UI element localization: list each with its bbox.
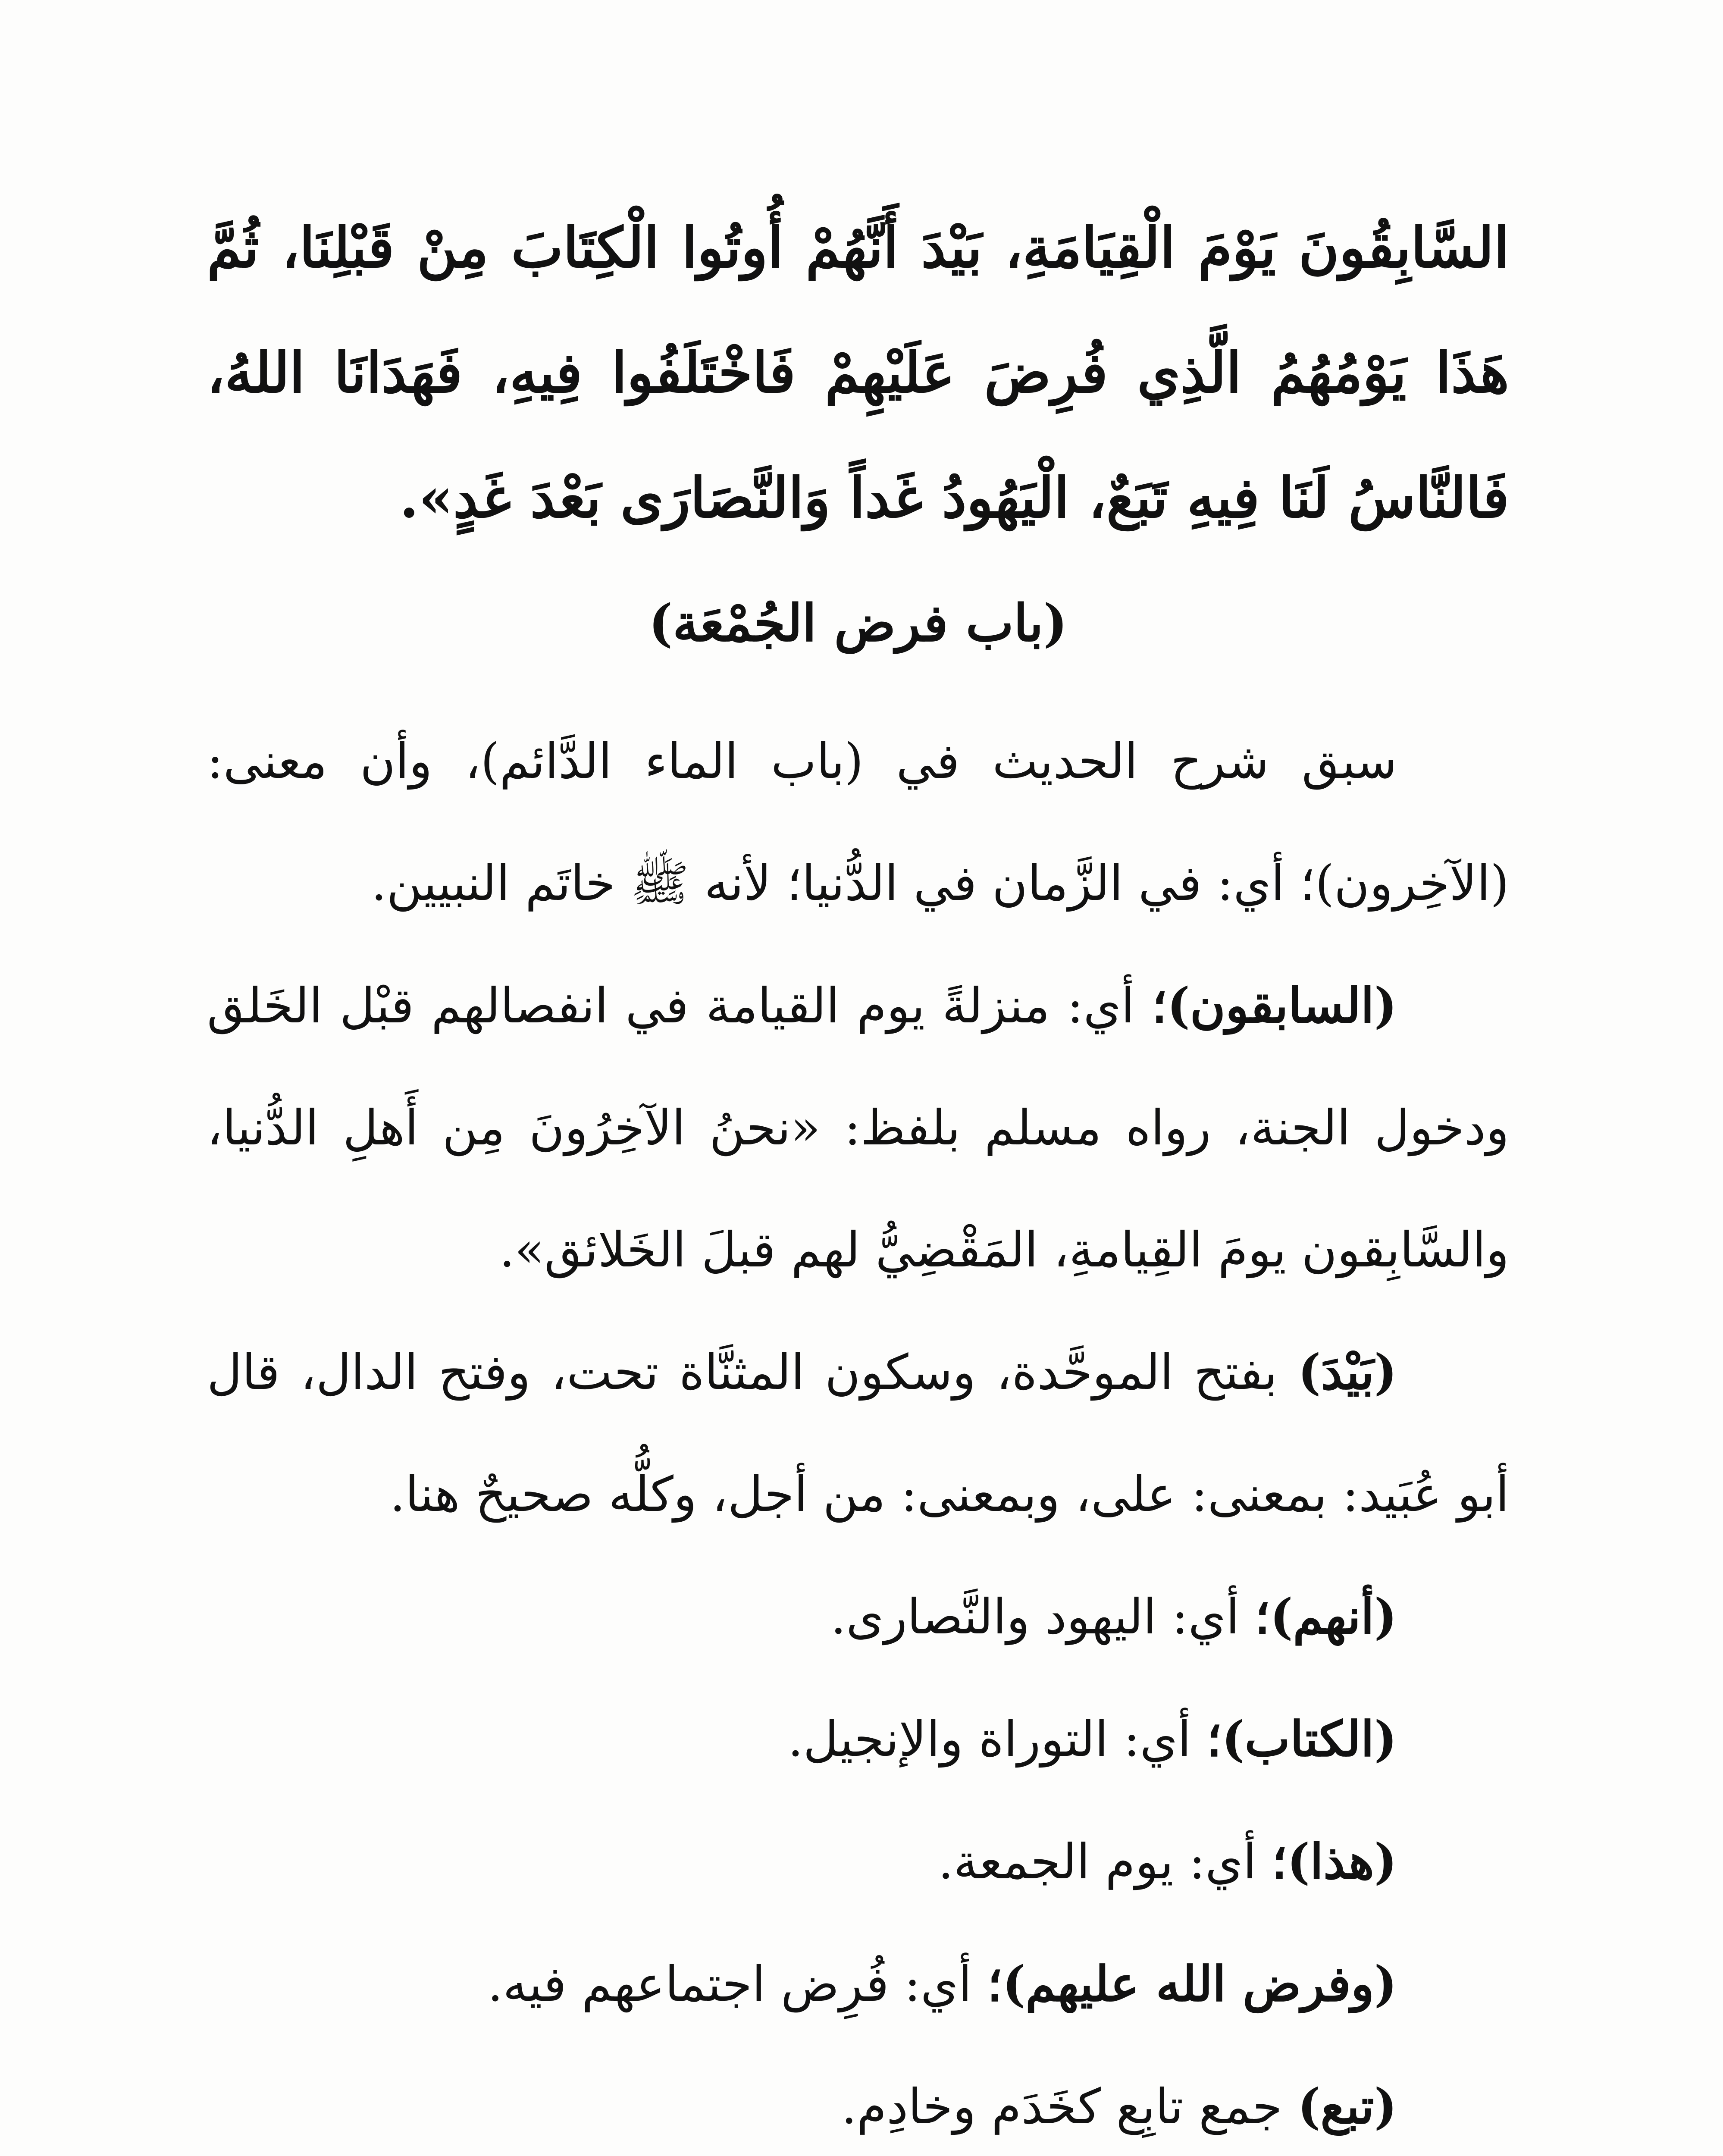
commentary-paragraph-7 <box>207 1923 1509 2046</box>
paragraph-text: أي: فُرِض اجتماعهم فيه. <box>487 1956 972 2012</box>
commentary-paragraph-4 <box>207 1556 1509 1678</box>
term: (السابقون)؛ <box>1152 978 1397 1034</box>
commentary-paragraph-2 <box>207 945 1509 1311</box>
term: (وفرض الله عليهم)؛ <box>987 1956 1397 2012</box>
term: (بَيْدَ) <box>1298 1344 1397 1401</box>
paragraph-text: أي: يوم الجمعة. <box>938 1834 1256 1890</box>
term: (تبع) <box>1297 2078 1397 2135</box>
commentary-paragraph-3 <box>207 1311 1509 1556</box>
commentary-paragraph-6 <box>207 1801 1509 1923</box>
commentary-paragraph-1 <box>207 701 1509 945</box>
paragraph-text: أي: التوراة والإنجيل. <box>788 1711 1191 1767</box>
paragraph-text: بفتح الموحَّدة، وسكون المثنَّاة تحت، وفتح الدال، قال أبو عُبَيد: بمعنى: على، وبمعنى: من أجل، وكلُّه صحيحٌ هنا. <box>207 1344 1509 1523</box>
commentary-body <box>207 701 1509 2156</box>
commentary-paragraph-8 <box>207 2046 1509 2156</box>
term: (هذا)؛ <box>1272 1833 1397 1890</box>
hadith-text <box>207 185 1509 561</box>
chapter-title: (باب فرض الجُمْعَة) <box>648 593 1068 653</box>
term: (أنهم)؛ <box>1254 1589 1397 1645</box>
paragraph-text: جمع تابِع كخَدَم وخادِم. <box>841 2079 1282 2135</box>
paragraph-text: أي: منزلةً يوم القيامة في انفصالهم قبْل الخَلق ودخول الجنة، رواه مسلم بلفظ: «نحنُ الآخِرُونَ مِن أَهلِ الدُّنيا، والسَّابِقون يومَ القِيامةِ، المَقْضِيُّ لهم قبلَ الخَلائق». <box>207 978 1509 1278</box>
term: (الكتاب)؛ <box>1206 1711 1397 1767</box>
hadith-paragraph: السَّابِقُونَ يَوْمَ الْقِيَامَةِ، بَيْدَ أَنَّهُمْ أُوتُوا الْكِتَابَ مِنْ قَبْلِنَا، ثُمَّ هَذَا يَوْمُهُمُ الَّذِي فُرِضَ عَلَيْهِمْ فَاخْتَلَفُوا فِيهِ، فَهَدَانَا اللهُ، فَالنَّاسُ لَنَا فِيهِ تَبَعٌ، الْيَهُودُ غَداً وَالنَّصَارَى بَعْدَ غَدٍ». <box>207 216 1509 530</box>
commentary-paragraph-5 <box>207 1678 1509 1801</box>
paragraph-text: أي: اليهود والنَّصارى. <box>830 1589 1240 1645</box>
paragraph-text: سبق شرح الحديث في (باب الماء الدَّائم)، وأن معنى: (الآخِرون)؛ أي: في الزَّمان في الدُّنيا؛ لأنه ﷺ خاتَم النبيين. <box>207 733 1509 912</box>
